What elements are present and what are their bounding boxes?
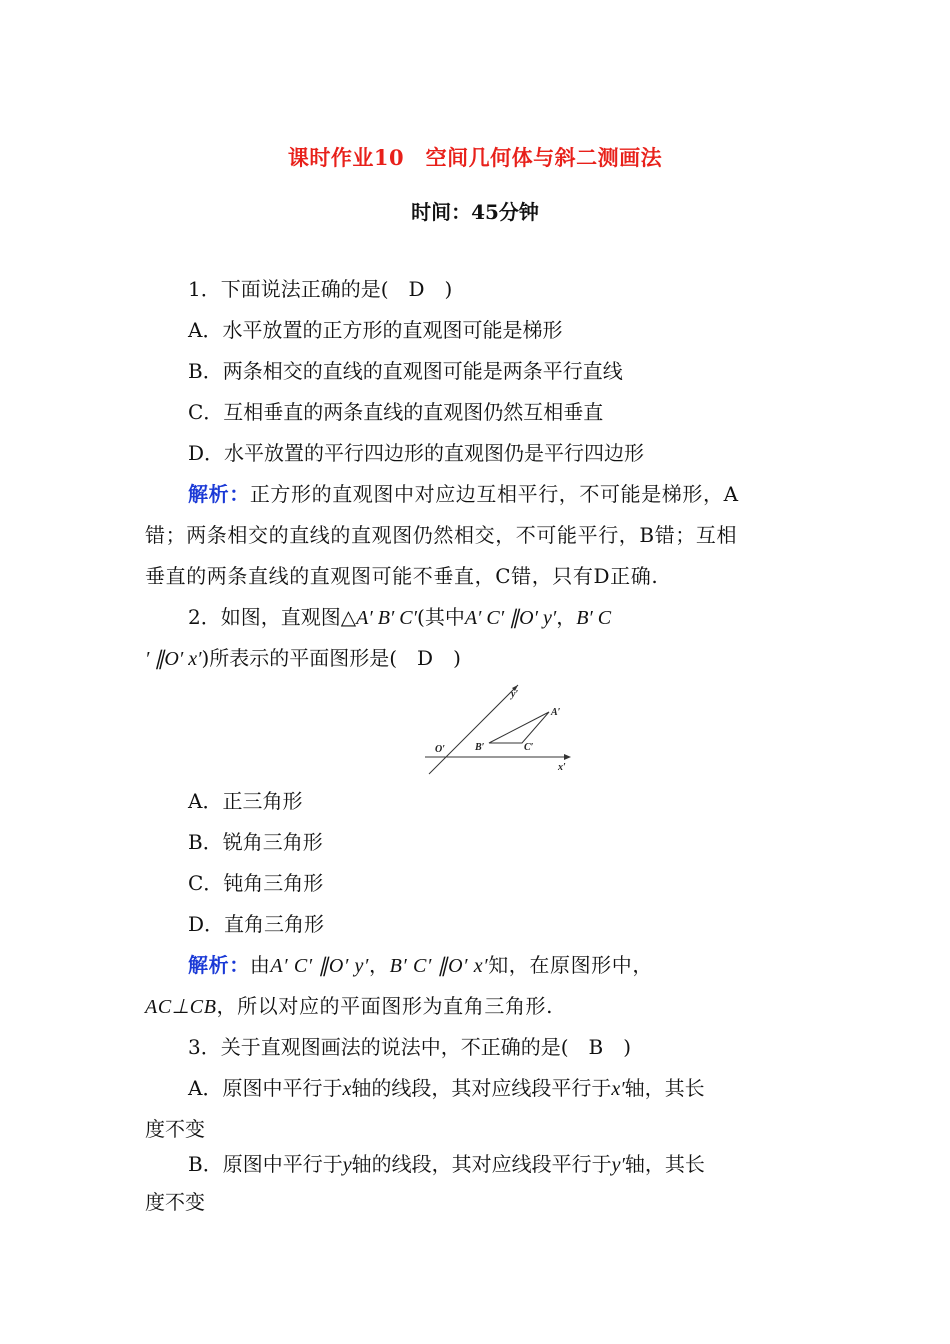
oblique-triangle-figure (425, 682, 575, 777)
q3-option-a-line-2: 度不变 (145, 1117, 205, 1141)
q2-analysis-line-1: 解析：由A′ C′ ∥O′ y′，B′ C′ ∥O′ x′知，在原图形中， (188, 953, 653, 977)
q1-analysis-line-1: 解析：正方形的直观图中对应边互相平行，不可能是梯形，A (188, 482, 739, 506)
q3-option-b-line-1: B．原图中平行于y轴的线段，其对应线段平行于y′轴，其长 (188, 1152, 705, 1176)
q3-option-b-line-2: 度不变 (145, 1190, 205, 1214)
q2-stem-line-2: ′ ∥O′ x′)所表示的平面图形是( D ) (145, 646, 461, 670)
label-a-prime: A′ (551, 707, 561, 718)
q1-stem: 1．下面说法正确的是( D ) (188, 277, 453, 301)
q3-stem: 3．关于直观图画法的说法中，不正确的是( B ) (188, 1035, 632, 1059)
page-title: 课时作业10 空间几何体与斜二测画法 (287, 145, 663, 170)
q2-analysis-line-2: AC⊥CB，所以对应的平面图形为直角三角形. (145, 994, 554, 1018)
q1-option-b: B．两条相交的直线的直观图可能是两条平行直线 (188, 359, 623, 383)
label-b-prime: B′ (475, 742, 485, 753)
label-o-prime: O′ (435, 744, 446, 755)
q1-option-a: A．水平放置的正方形的直观图可能是梯形 (188, 318, 563, 342)
q1-option-c: C．互相垂直的两条直线的直观图仍然互相垂直 (188, 400, 604, 424)
q1-option-d: D．水平放置的平行四边形的直观图仍是平行四边形 (188, 441, 645, 465)
time-limit: 时间：45分钟 (411, 200, 539, 224)
q1-analysis-line-3: 垂直的两条直线的直观图可能不垂直，C错，只有D正确. (145, 564, 659, 588)
q3-option-a-line-1: A．原图中平行于x轴的线段，其对应线段平行于x′轴，其长 (188, 1076, 705, 1100)
analysis-label: 解析： (188, 482, 250, 506)
label-y-prime: y′ (511, 689, 519, 700)
label-c-prime: C′ (524, 742, 534, 753)
q2-stem-line-1: 2．如图，直观图△A′ B′ C′(其中A′ C′ ∥O′ y′，B′ C (188, 605, 612, 629)
q2-option-d: D．直角三角形 (188, 912, 325, 936)
q2-option-c: C．钝角三角形 (188, 871, 324, 895)
q1-analysis-line-2: 错；两条相交的直线的直观图仍然相交，不可能平行，B错；互相 (145, 523, 738, 547)
analysis-label: 解析： (188, 953, 250, 977)
label-x-prime: x′ (558, 762, 566, 773)
q2-option-b: B．锐角三角形 (188, 830, 323, 854)
q2-option-a: A．正三角形 (188, 789, 303, 813)
